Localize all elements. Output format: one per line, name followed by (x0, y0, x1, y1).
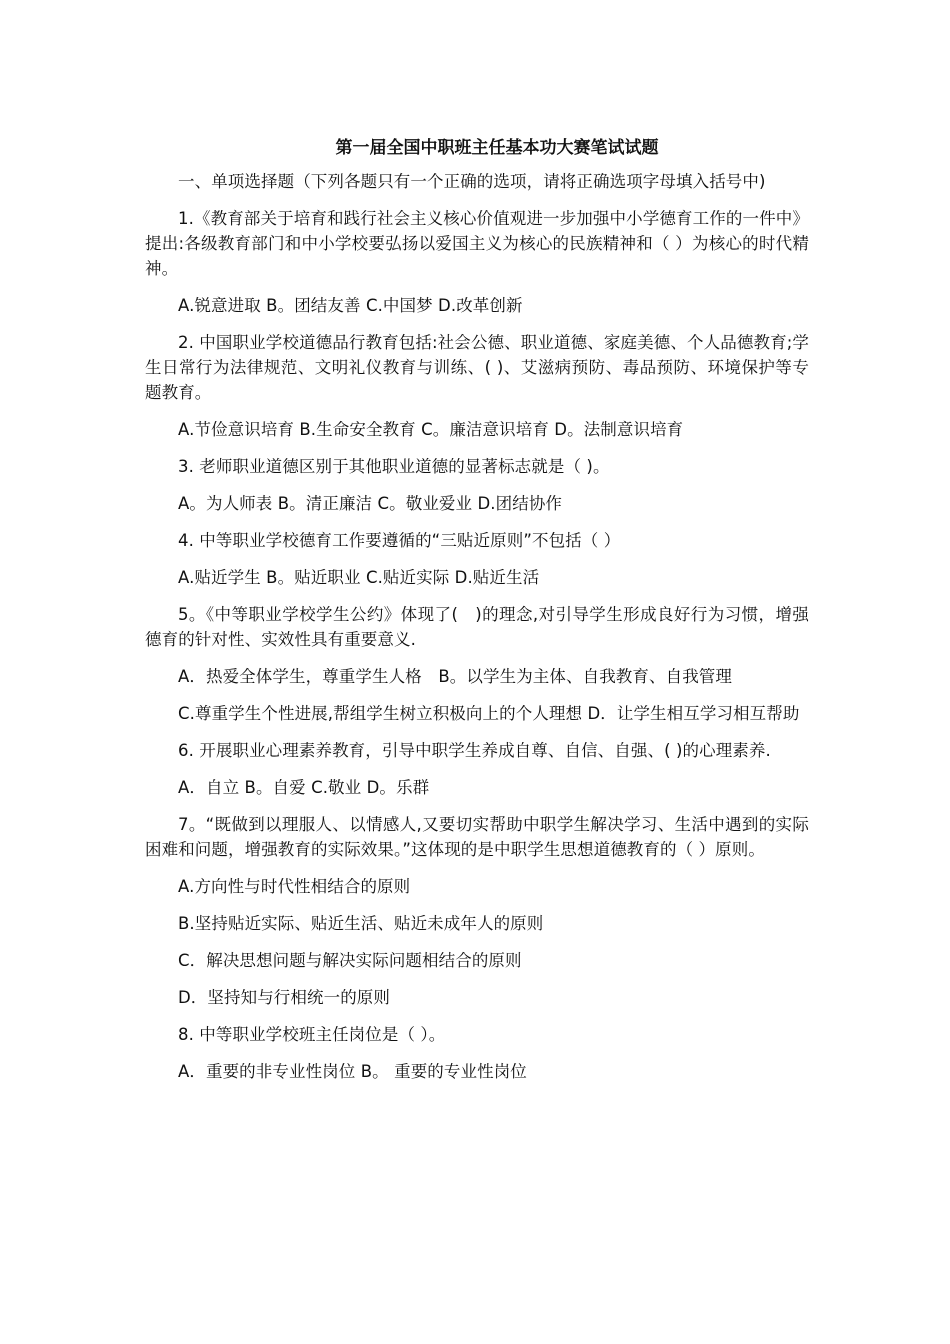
question-7-option-a: A.方向性与时代性相结合的原则 (178, 877, 411, 896)
question-3-options: A。为人师表 B。清正廉洁 C。敬业爱业 D.团结协作 (178, 494, 563, 513)
section-heading: 一、单项选择题（下列各题只有一个正确的选项，请将正确选项字母填入括号中) (178, 172, 766, 191)
question-1: 1.《教育部关于培育和践行社会主义核心价值观进一步加强中小学德育工作的一件中》提出:各级教育部门和中小学校要弘扬以爱国主义为核心的民族精神和（ ）为核心的时代精神。 (145, 209, 809, 278)
question-3: 3. 老师职业道德区别于其他职业道德的显著标志就是（ )。 (178, 457, 610, 476)
question-8: 8. 中等职业学校班主任岗位是（ ）。 (178, 1025, 446, 1044)
question-2: 2. 中国职业学校道德品行教育包括:社会公德、职业道德、家庭美德、个人品德教育;学生日常行为法律规范、文明礼仪教育与训练、( )、艾滋病预防、毒品预防、环境保护等专题教育。 (145, 333, 809, 402)
question-5-options-cd: C.尊重学生个性进展,帮组学生树立积极向上的个人理想 D．让学生相互学习相互帮助 (178, 704, 800, 723)
question-6-options: A．自立 B。自爱 C.敬业 D。乐群 (178, 778, 430, 797)
question-7-option-c: C．解决思想问题与解决实际问题相结合的原则 (178, 951, 522, 970)
question-7: 7。“既做到以理服人、以情感人,又要切实帮助中职学生解决学习、生活中遇到的实际困难和问题，增强教育的实际效果。”这体现的是中职学生思想道德教育的（ ）原则。 (145, 815, 809, 859)
document-page (145, 133, 809, 1096)
question-4: 4. 中等职业学校德育工作要遵循的“三贴近原则”不包括（ ） (178, 531, 621, 550)
question-5: 5。《中等职业学校学生公约》体现了( )的理念,对引导学生形成良好行为习惯，增强德育的针对性、实效性具有重要意义. (145, 605, 809, 649)
question-4-options: A.贴近学生 B。贴近职业 C.贴近实际 D.贴近生活 (178, 568, 540, 587)
question-6: 6. 开展职业心理素养教育，引导中职学生养成自尊、自信、自强、( )的心理素养. (178, 741, 771, 760)
document-title: 第一届全国中职班主任基本功大赛笔试试题 (335, 138, 659, 158)
question-7-option-b: B.坚持贴近实际、贴近生活、贴近未成年人的原则 (178, 914, 544, 933)
question-5-options-ab: A．热爱全体学生，尊重学生人格 B。以学生为主体、自我教育、自我管理 (178, 667, 733, 686)
question-2-options: A.节俭意识培育 B.生命安全教育 C。廉洁意识培育 D。法制意识培育 (178, 420, 684, 439)
question-7-option-d: D．坚持知与行相统一的原则 (178, 988, 391, 1007)
question-1-options: A.锐意进取 B。团结友善 C.中国梦 D.改革创新 (178, 296, 523, 315)
question-8-options: A．重要的非专业性岗位 B。 重要的专业性岗位 (178, 1062, 527, 1081)
